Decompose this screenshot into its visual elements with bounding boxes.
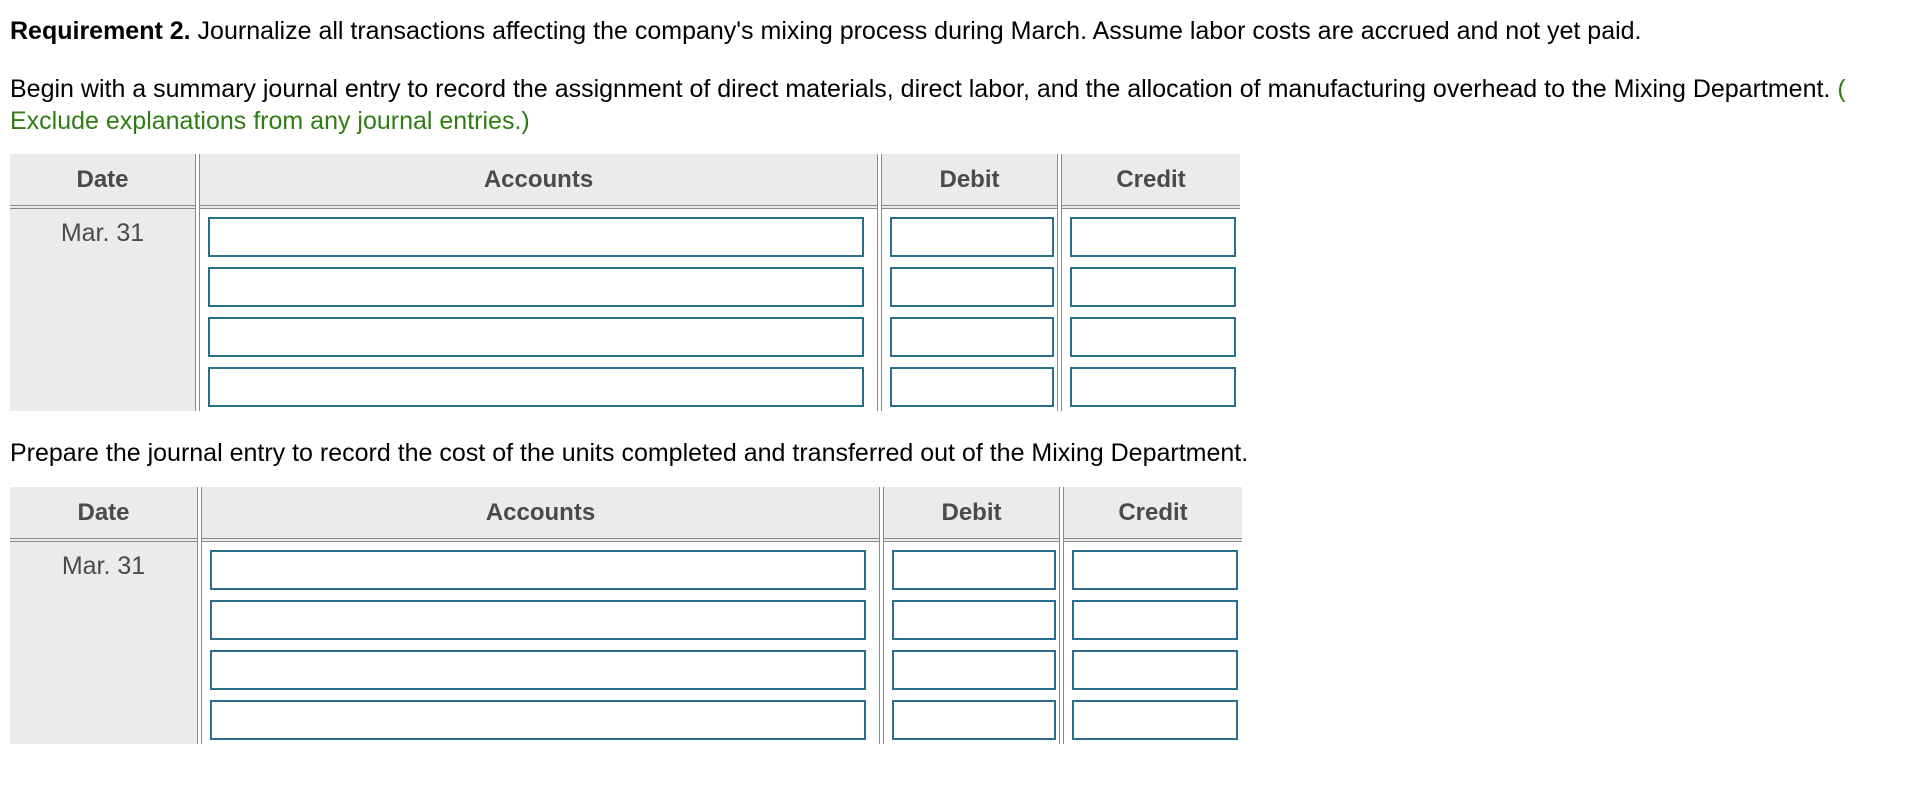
credit-input[interactable] bbox=[1072, 600, 1238, 640]
header-debit: Debit bbox=[882, 154, 1057, 209]
entry-date: Mar. 31 bbox=[61, 552, 146, 580]
instruction-summary-text: Begin with a summary journal entry to record the assignment of direct materials, direct labor, and the allocation of manufacturing overhead to the Mixing Department. bbox=[10, 75, 1831, 103]
debit-input[interactable] bbox=[892, 650, 1056, 690]
header-debit: Debit bbox=[884, 487, 1059, 542]
instruction-note: Exclude explanations from any journal entries.) bbox=[10, 107, 530, 135]
instruction-note-open: ( bbox=[1837, 75, 1846, 103]
requirement-text: Journalize all transactions affecting the company's mixing process during March. Assume labor costs are accrued and not yet paid. bbox=[190, 17, 1642, 45]
credit-input[interactable] bbox=[1070, 217, 1236, 257]
column-divider bbox=[1057, 154, 1062, 411]
instruction-transfer-entry: Prepare the journal entry to record the cost of the units completed and transferred out of the Mixing Department. bbox=[10, 439, 1249, 467]
entry-date: Mar. 31 bbox=[60, 219, 145, 247]
header-accounts: Accounts bbox=[202, 487, 879, 542]
requirement-label: Requirement 2. bbox=[10, 17, 191, 45]
instruction-summary-entry bbox=[10, 73, 1916, 137]
debit-input[interactable] bbox=[892, 550, 1056, 590]
credit-input[interactable] bbox=[1070, 367, 1236, 407]
column-divider bbox=[879, 487, 884, 744]
account-input[interactable] bbox=[210, 700, 866, 740]
requirement-heading bbox=[10, 15, 1642, 47]
date-cell bbox=[10, 209, 195, 411]
debit-input[interactable] bbox=[890, 267, 1054, 307]
column-divider bbox=[877, 154, 882, 411]
account-input[interactable] bbox=[210, 600, 866, 640]
column-divider bbox=[1059, 487, 1064, 744]
column-divider bbox=[197, 487, 202, 744]
account-input[interactable] bbox=[208, 267, 864, 307]
column-divider bbox=[195, 154, 200, 411]
account-input[interactable] bbox=[210, 550, 866, 590]
debit-input[interactable] bbox=[890, 317, 1054, 357]
header-credit: Credit bbox=[1062, 154, 1240, 209]
credit-input[interactable] bbox=[1072, 650, 1238, 690]
debit-input[interactable] bbox=[892, 700, 1056, 740]
credit-input[interactable] bbox=[1072, 550, 1238, 590]
header-credit: Credit bbox=[1064, 487, 1242, 542]
credit-input[interactable] bbox=[1070, 267, 1236, 307]
credit-input[interactable] bbox=[1072, 700, 1238, 740]
journal-table-transfer-entry bbox=[10, 487, 1232, 744]
credit-input[interactable] bbox=[1070, 317, 1236, 357]
header-date: Date bbox=[10, 154, 195, 209]
header-accounts: Accounts bbox=[200, 154, 877, 209]
journal-table-summary-entry bbox=[10, 154, 1230, 411]
debit-input[interactable] bbox=[890, 367, 1054, 407]
account-input[interactable] bbox=[208, 317, 864, 357]
date-cell bbox=[10, 542, 197, 744]
debit-input[interactable] bbox=[892, 600, 1056, 640]
header-date: Date bbox=[10, 487, 197, 542]
account-input[interactable] bbox=[210, 650, 866, 690]
debit-input[interactable] bbox=[890, 217, 1054, 257]
account-input[interactable] bbox=[208, 217, 864, 257]
account-input[interactable] bbox=[208, 367, 864, 407]
